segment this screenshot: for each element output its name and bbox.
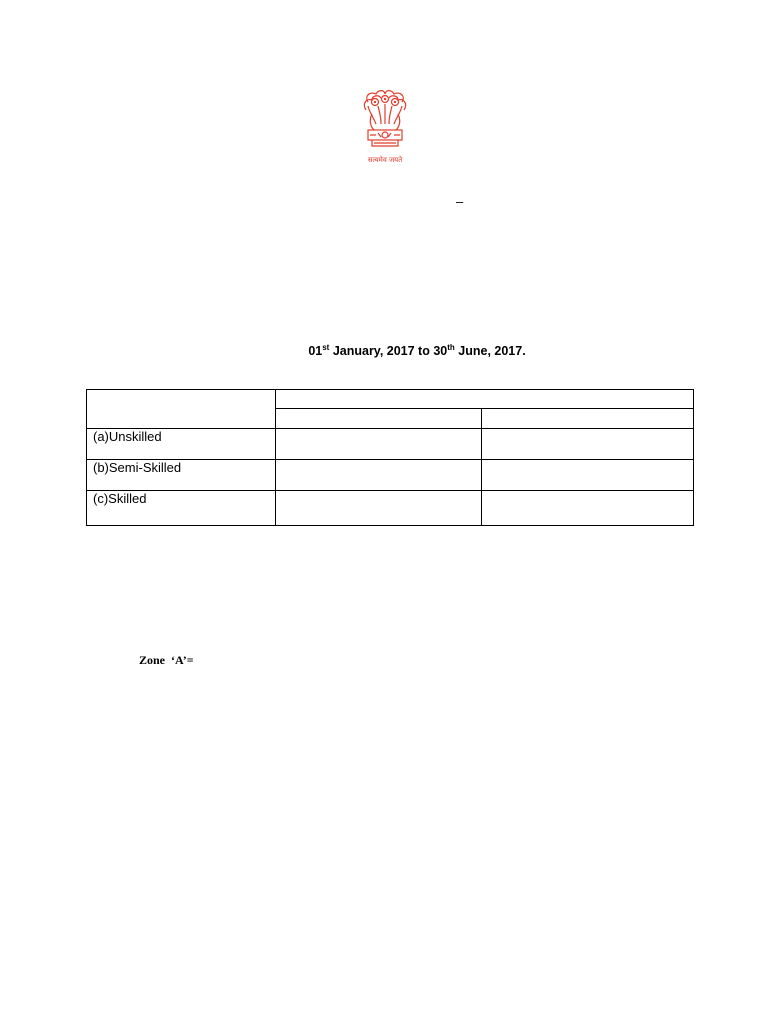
category-cell: (c)Skilled [87, 491, 276, 526]
rate-cell [482, 460, 694, 491]
rate-cell [275, 491, 481, 526]
rate-cell [482, 429, 694, 460]
period-start-suffix: st [322, 342, 330, 352]
period-end-rest: June, 2017. [454, 344, 526, 358]
category-cell: (a)Unskilled [87, 429, 276, 460]
wage-table [86, 389, 694, 526]
category-header-cell [87, 390, 276, 429]
wage-period [0, 342, 768, 360]
national-emblem [354, 88, 416, 168]
table-row [87, 460, 694, 491]
table-row [87, 429, 694, 460]
period-end-suffix: th [447, 342, 455, 352]
period-start-day: 01 [308, 344, 323, 358]
emblem-motto: सत्यमेव जयते [367, 156, 403, 164]
rate-cell [275, 429, 481, 460]
period-start-rest: January, 2017 to 30 [329, 344, 448, 358]
table-row [87, 491, 694, 526]
rates-subheader-cell-2 [482, 409, 694, 429]
rate-cell [482, 491, 694, 526]
rate-cell [275, 460, 481, 491]
national-emblem-icon [354, 88, 416, 168]
table-header-row [87, 390, 694, 409]
rates-subheader-cell-1 [275, 409, 481, 429]
category-cell: (b)Semi-Skilled [87, 460, 276, 491]
zone-a-label: Zone ‘A’= [139, 653, 194, 667]
heading-dash: – [456, 194, 464, 209]
rates-header-cell [275, 390, 693, 409]
